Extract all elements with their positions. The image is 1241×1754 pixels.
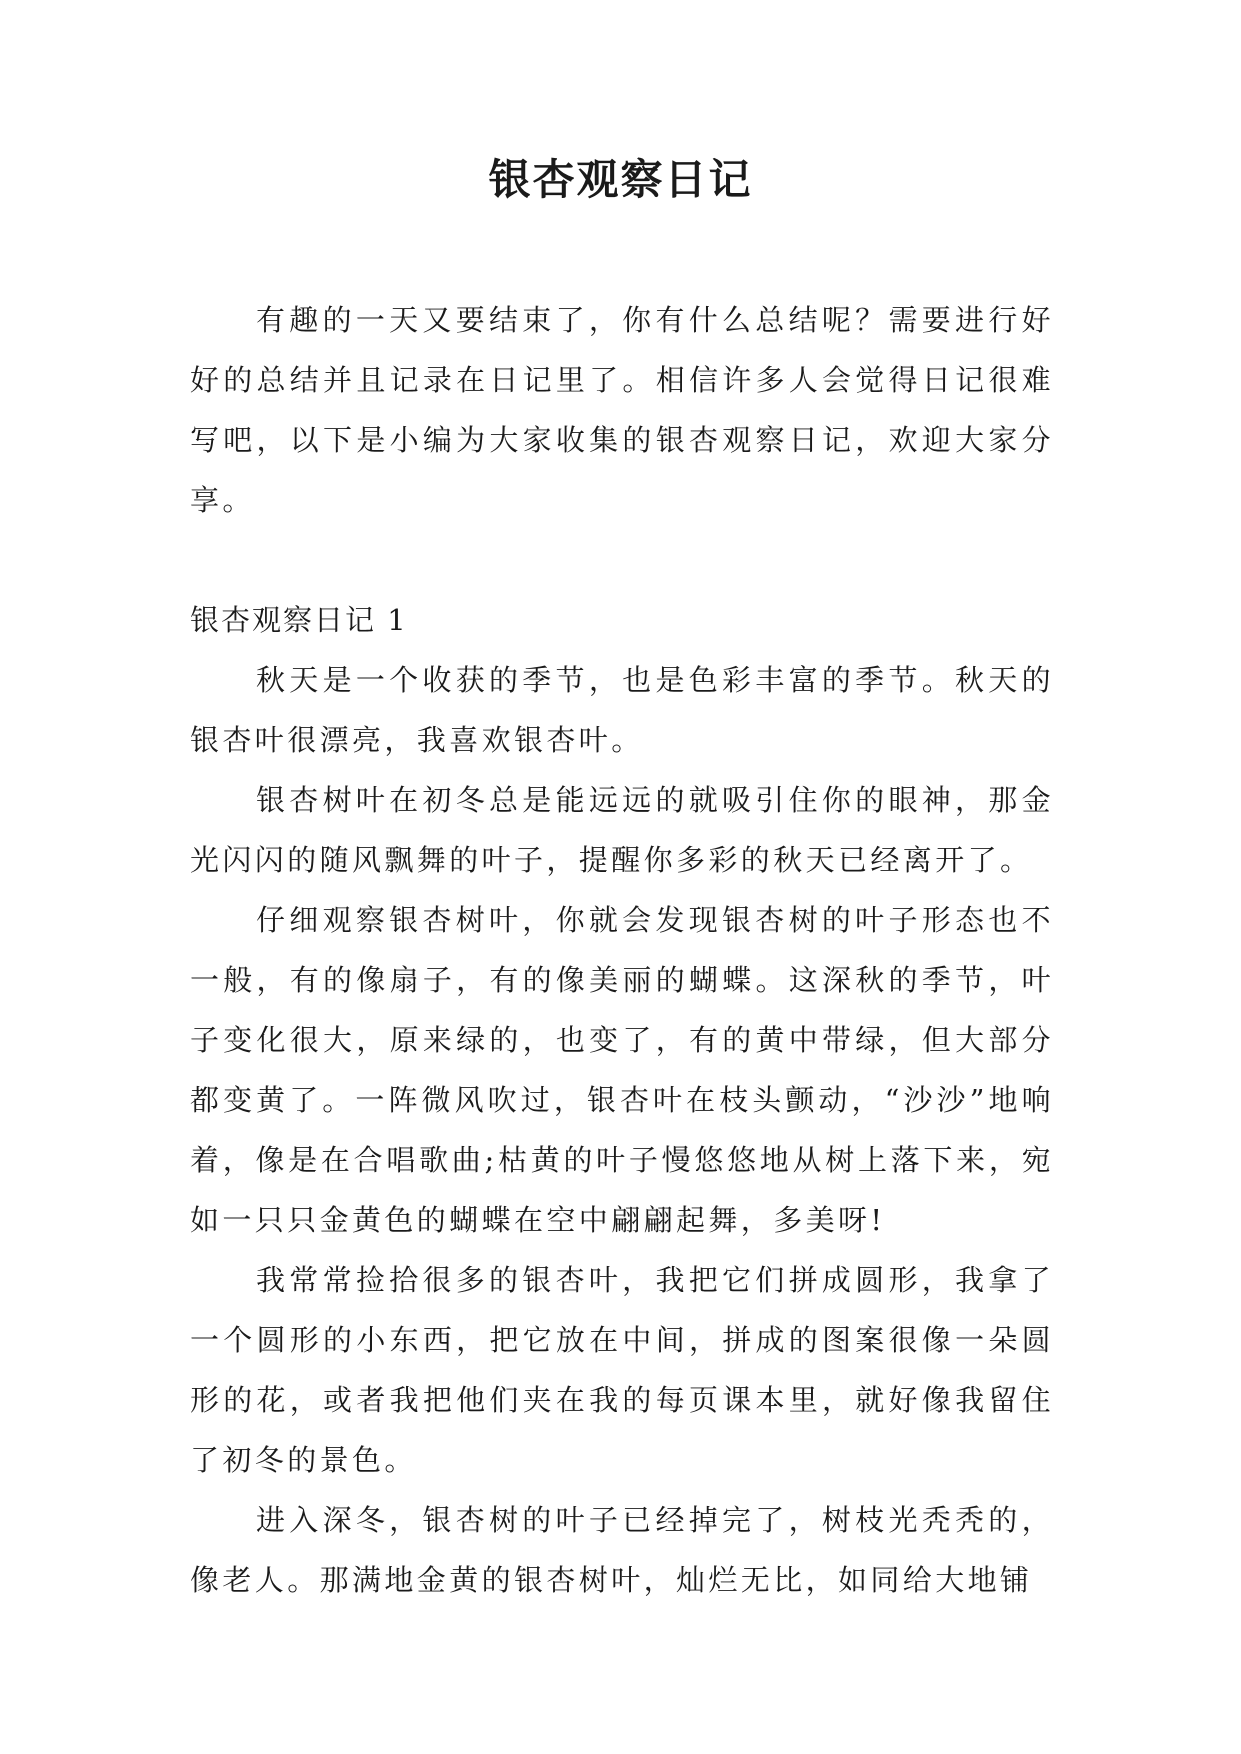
document-title: 银杏观察日记: [488, 155, 753, 204]
section-paragraph-4: 我常常捡拾很多的银杏叶，我把它们拼成圆形，我拿了一个圆形的小东西，把它放在中间，拼成的图案很像一朵圆形的花，或者我把他们夹在我的每页课本里，就好像我留住了初冬的景色。: [190, 1263, 1054, 1477]
document-body: [190, 290, 1054, 1610]
section-paragraph-3: 仔细观察银杏树叶，你就会发现银杏树的叶子形态也不一般，有的像扇子，有的像美丽的蝴蝶。这深秋的季节，叶子变化很大，原来绿的，也变了，有的黄中带绿，但大部分都变黄了。一阵微风吹过，银杏叶在枝头颤动，“沙沙”地响着，像是在合唱歌曲;枯黄的叶子慢悠悠地从树上落下来，宛如一只只金黄色的蝴蝶在空中翩翩起舞，多美呀!: [190, 903, 1054, 1237]
section-paragraph-1: 秋天是一个收获的季节，也是色彩丰富的季节。秋天的银杏叶很漂亮，我喜欢银杏叶。: [190, 663, 1054, 757]
diary-section-1: [190, 590, 1054, 1610]
intro-paragraph: 有趣的一天又要结束了，你有什么总结呢？需要进行好好的总结并且记录在日记里了。相信许多人会觉得日记很难写吧，以下是小编为大家收集的银杏观察日记，欢迎大家分享。: [190, 303, 1054, 517]
section-paragraph-2: 银杏树叶在初冬总是能远远的就吸引住你的眼神，那金光闪闪的随风飘舞的叶子，提醒你多彩的秋天已经离开了。: [190, 783, 1054, 877]
section-paragraph-5: 进入深冬，银杏树的叶子已经掉完了，树枝光秃秃的，像老人。那满地金黄的银杏树叶，灿烂无比，如同给大地铺: [190, 1503, 1054, 1597]
section-heading: 银杏观察日记 1: [190, 603, 408, 637]
